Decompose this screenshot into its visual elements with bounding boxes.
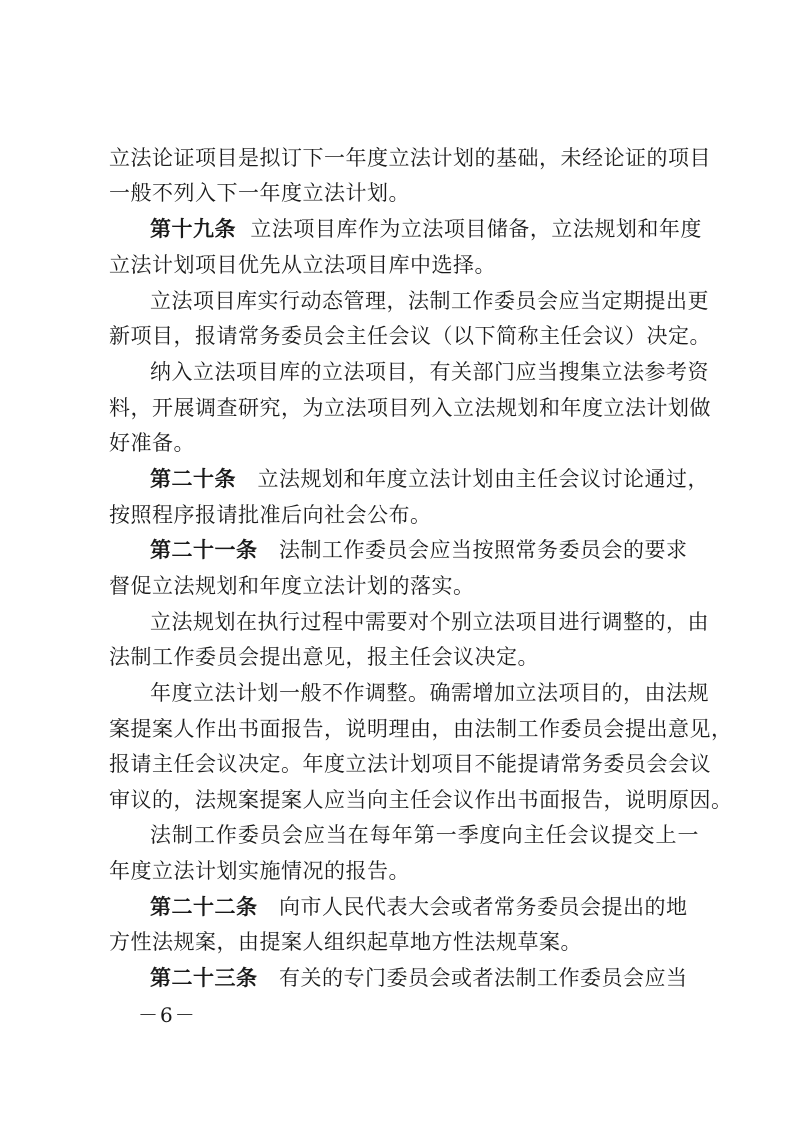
article-text: 法制工作委员会应当按照常务委员会的要求: [279, 538, 688, 562]
paragraph-line: 纳入立法项目库的立法项目，有关部门应当搜集立法参考资: [150, 360, 709, 384]
article-heading: 第二十三条: [150, 965, 258, 990]
article-heading: 第十九条: [150, 216, 236, 241]
paragraph-line: 料，开展调查研究，为立法项目列入立法规划和年度立法计划做: [109, 396, 711, 420]
paragraph-line: 立法论证项目是拟订下一年度立法计划的基础，未经论证的项目: [109, 146, 711, 170]
article-heading: 第二十二条: [150, 894, 258, 919]
paragraph-line: 年度立法计划一般不作调整。确需增加立法项目的，由法规: [150, 681, 709, 705]
paragraph-line: 好准备。: [109, 431, 195, 455]
paragraph-line: 法制工作委员会应当在每年第一季度向主任会议提交上一: [150, 823, 699, 847]
paragraph-line: 法制工作委员会提出意见，报主任会议决定。: [109, 645, 539, 669]
paragraph-line: 一般不列入下一年度立法计划。: [109, 181, 410, 205]
paragraph-line: 案提案人作出书面报告，说明理由，由法制工作委员会提出意见，: [109, 717, 733, 741]
paragraph-line: 方性法规案，由提案人组织起草地方性法规草案。: [109, 930, 582, 954]
article-22: [150, 894, 699, 920]
article-text: 有关的专门委员会或者法制工作委员会应当: [279, 966, 688, 990]
paragraph-line: 立法项目库实行动态管理，法制工作委员会应当定期提出更: [150, 289, 709, 313]
article-text: 立法规划和年度立法计划由主任会议讨论通过，: [257, 467, 710, 491]
article-text: 立法项目库作为立法项目储备，立法规划和年度: [250, 217, 702, 241]
article-text: 向市人民代表大会或者常务委员会提出的地: [279, 895, 688, 919]
article-20: [150, 466, 710, 492]
paragraph-line: 报请主任会议决定。年度立法计划项目不能提请常务委员会会议: [109, 752, 711, 776]
page-number: －6－: [138, 1003, 197, 1027]
paragraph-line: 审议的，法规案提案人应当向主任会议作出书面报告，说明原因。: [109, 788, 733, 812]
article-heading: 第二十条: [150, 466, 236, 491]
paragraph-line: 立法计划项目优先从立法项目库中选择。: [109, 253, 496, 277]
article-heading: 第二十一条: [150, 537, 258, 562]
article-19: [150, 216, 702, 242]
paragraph-line: 年度立法计划实施情况的报告。: [109, 859, 410, 883]
paragraph-line: 按照程序报请批准后向社会公布。: [109, 503, 432, 527]
article-21: [150, 537, 699, 563]
paragraph-line: 立法规划在执行过程中需要对个别立法项目进行调整的，由: [150, 610, 709, 634]
article-23: [150, 965, 699, 991]
paragraph-line: 新项目，报请常务委员会主任会议（以下简称主任会议）决定。: [109, 324, 711, 348]
paragraph-line: 督促立法规划和年度立法计划的落实。: [109, 574, 475, 598]
